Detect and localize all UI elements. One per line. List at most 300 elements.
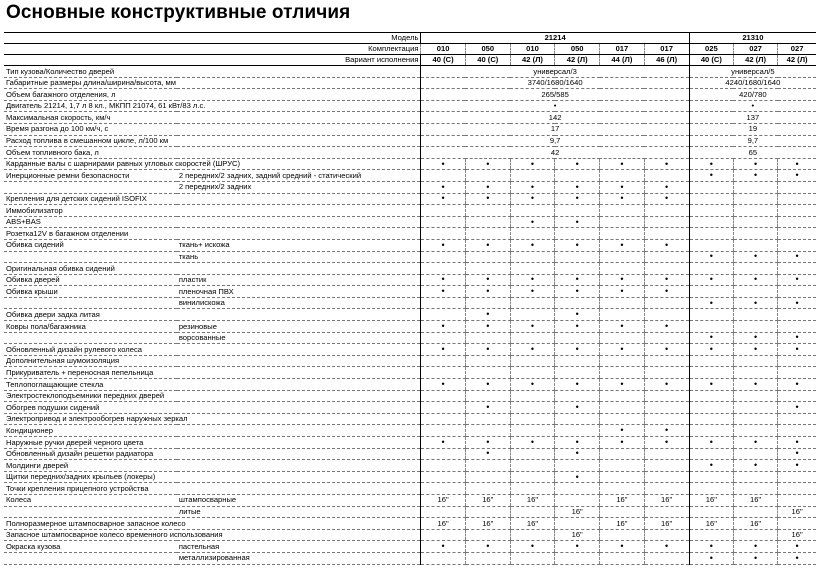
feature-mark: • [510,193,554,205]
feature-mark: • [555,239,600,251]
feature-label [4,332,177,344]
feature-mark: • [644,437,689,449]
spec-table [4,32,816,565]
feature-mark: • [733,158,777,170]
spec-value-21310: 19 [689,123,816,135]
feature-cell [510,332,554,344]
feature-row [4,274,816,286]
feature-row [4,379,816,391]
variant-cell: 40 (С) [689,55,733,66]
feature-row [4,297,816,309]
feature-sublabel [177,309,421,321]
feature-row [4,413,816,425]
spec-value-21214: 142 [421,112,689,124]
feature-cell [555,494,600,506]
feature-cell [733,228,777,240]
feature-cell [600,332,644,344]
feature-cell [421,448,465,460]
feature-cell [510,390,554,402]
feature-cell [510,460,554,472]
feature-cell [778,494,816,506]
feature-cell [644,448,689,460]
feature-mark: • [778,541,816,553]
trim-cell: 050 [555,44,600,55]
feature-cell [465,506,510,518]
feature-cell [555,460,600,472]
feature-cell [778,263,816,275]
feature-label: Оригинальная обивка сидений [4,263,177,275]
feature-sublabel: ткань [177,251,421,263]
feature-cell [778,390,816,402]
feature-sublabel [177,216,421,228]
feature-cell [510,355,554,367]
feature-sublabel: ворсованные [177,332,421,344]
feature-cell [600,483,644,495]
feature-cell [600,448,644,460]
feature-sublabel [177,483,421,495]
model-21310: 21310 [689,33,816,44]
feature-sublabel: штампосварные [177,494,421,506]
feature-cell [778,483,816,495]
feature-cell [600,216,644,228]
feature-cell [421,552,465,564]
feature-label: Обновленный дизайн решетки радиатора [4,448,177,460]
feature-cell [555,425,600,437]
feature-cell [689,355,733,367]
feature-mark: • [465,158,510,170]
feature-mark: • [465,344,510,356]
feature-cell [510,413,554,425]
feature-label: Кондиционер [4,425,177,437]
feature-mark: • [733,552,777,564]
feature-cell [555,297,600,309]
feature-cell [644,309,689,321]
feature-cell [689,506,733,518]
feature-cell [644,483,689,495]
feature-cell [465,170,510,182]
feature-mark: • [421,344,465,356]
feature-mark: • [644,239,689,251]
feature-label: Обивка двери задка литая [4,309,177,321]
feature-label: Дополнительная шумоизоляция [4,355,177,367]
feature-cell [600,413,644,425]
spec-value-21310: 137 [689,112,816,124]
feature-cell: 16" [778,506,816,518]
feature-cell [465,297,510,309]
feature-cell [689,448,733,460]
feature-cell [689,228,733,240]
feature-sublabel: винилискожа [177,297,421,309]
feature-label: Окраска кузова [4,541,177,553]
feature-sublabel: 2 передних/2 задних, задний средний - статический [177,170,421,182]
feature-label: Крепления для детских сидений ISOFIX [4,193,177,205]
feature-mark: • [689,552,733,564]
trim-cell: 017 [644,44,689,55]
feature-mark: • [689,170,733,182]
feature-cell [465,460,510,472]
feature-row [4,170,816,182]
feature-mark: • [421,239,465,251]
feature-mark: • [555,379,600,391]
feature-label: Полноразмерное штампосварное запасное колесо [6,518,186,528]
feature-cell: 16" [600,518,644,530]
feature-cell [689,193,733,205]
feature-sublabel [177,402,421,414]
spec-value-21214: 3740/1680/1640 [421,77,689,89]
feature-mark: • [510,216,554,228]
feature-sublabel [177,471,421,483]
feature-mark: • [689,344,733,356]
feature-mark: • [689,251,733,263]
spec-label: Максимальная скорость, км/ч [4,112,421,124]
feature-cell [510,205,554,217]
feature-cell [644,216,689,228]
variant-cell: 42 (Л) [555,55,600,66]
feature-cell [733,448,777,460]
feature-cell [600,529,644,541]
feature-cell [465,471,510,483]
feature-mark: • [555,216,600,228]
feature-mark: • [644,321,689,333]
feature-cell [778,367,816,379]
feature-sublabel [177,448,421,460]
page-title: Основные конструктивные отличия [6,2,351,23]
feature-mark: • [644,286,689,298]
feature-cell [733,413,777,425]
feature-cell [510,170,554,182]
feature-cell [555,413,600,425]
feature-cell: 16" [644,494,689,506]
feature-cell [555,228,600,240]
feature-cell [510,228,554,240]
feature-mark: • [510,379,554,391]
feature-label: Электростеклоподъемники передних дверей [4,390,177,402]
feature-cell [421,425,465,437]
feature-cell [510,448,554,460]
spec-row [4,77,816,89]
feature-cell [555,263,600,275]
feature-cell [600,460,644,472]
feature-cell [465,251,510,263]
feature-cell [555,355,600,367]
feature-mark: • [778,437,816,449]
feature-cell [778,471,816,483]
feature-cell [644,228,689,240]
feature-cell [421,216,465,228]
feature-mark: • [555,541,600,553]
feature-mark: • [689,332,733,344]
feature-mark: • [600,286,644,298]
feature-mark: • [689,158,733,170]
feature-cell [555,552,600,564]
spec-value-21310: универсал/5 [689,66,816,78]
feature-row [4,437,816,449]
feature-mark: • [733,379,777,391]
feature-mark: • [600,158,644,170]
feature-cell [778,425,816,437]
feature-row [4,460,816,472]
feature-label: Запасное штампосварное колесо временного использования [6,530,223,540]
feature-cell [465,367,510,379]
feature-cell [510,367,554,379]
feature-mark: • [555,437,600,449]
feature-cell [733,309,777,321]
feature-cell: 16" [465,494,510,506]
feature-cell [689,367,733,379]
feature-cell [510,552,554,564]
spec-label: Габаритные размеры длина/ширина/высота, мм [4,77,421,89]
feature-cell: 16" [555,506,600,518]
feature-mark: • [644,274,689,286]
feature-label [4,506,177,518]
feature-cell [465,228,510,240]
feature-cell [644,170,689,182]
feature-cell [733,367,777,379]
spec-value-21214: 17 [421,123,689,135]
feature-label: Иммобилизатор [4,205,177,217]
feature-mark: • [644,193,689,205]
feature-cell [689,216,733,228]
feature-cell [600,355,644,367]
feature-cell [510,402,554,414]
feature-cell [465,205,510,217]
feature-cell [555,205,600,217]
feature-sublabel: пластик [177,274,421,286]
feature-cell [421,251,465,263]
variant-cell: 44 (Л) [600,55,644,66]
feature-cell: 16" [733,518,777,530]
feature-cell [600,402,644,414]
feature-row [4,494,816,506]
feature-label [4,552,177,564]
feature-sublabel [177,460,421,472]
feature-cell [778,309,816,321]
feature-mark: • [778,297,816,309]
feature-row [4,518,816,530]
feature-cell [644,506,689,518]
feature-label: Прикуриватель + переносная пепельница [4,367,177,379]
feature-cell [600,471,644,483]
feature-mark: • [555,193,600,205]
feature-mark: • [689,379,733,391]
spec-row [4,89,816,101]
feature-cell: 16" [555,529,600,541]
feature-mark: • [600,425,644,437]
feature-mark: • [778,170,816,182]
feature-mark: • [465,402,510,414]
feature-mark: • [778,274,816,286]
spec-row [4,112,816,124]
feature-mark: • [421,274,465,286]
feature-mark: • [600,344,644,356]
spec-value-21214: • [421,100,689,112]
spec-value-21310: • [689,100,816,112]
feature-mark: • [510,541,554,553]
feature-mark: • [600,379,644,391]
feature-mark: • [689,460,733,472]
feature-cell [689,309,733,321]
feature-sublabel [177,425,421,437]
feature-cell [421,471,465,483]
feature-mark: • [421,379,465,391]
feature-mark: • [555,471,600,483]
spec-label: Расход топлива в смешанном цикле, л/100 км [4,135,421,147]
feature-cell [733,483,777,495]
trim-cell: 027 [733,44,777,55]
feature-cell [465,263,510,275]
feature-mark: • [421,437,465,449]
spec-row [4,135,816,147]
feature-mark: • [600,321,644,333]
feature-cell [465,552,510,564]
model-21214: 21214 [421,33,689,44]
feature-mark: • [555,181,600,193]
feature-mark: • [644,379,689,391]
feature-sublabel [177,367,421,379]
feature-cell [644,552,689,564]
feature-cell [644,529,689,541]
feature-mark: • [510,344,554,356]
feature-cell [689,205,733,217]
feature-sublabel: резиновые [177,321,421,333]
feature-mark: • [421,158,465,170]
feature-cell [555,518,600,530]
feature-cell [465,332,510,344]
feature-cell [733,402,777,414]
feature-label: Точки крепления прицепного устройства [4,483,177,495]
feature-cell: 16" [421,494,465,506]
feature-mark: • [778,552,816,564]
feature-mark: • [421,286,465,298]
feature-cell [465,390,510,402]
feature-sublabel: ткань+ искожа [177,239,421,251]
feature-cell [778,286,816,298]
feature-cell [600,170,644,182]
feature-cell [510,506,554,518]
feature-mark: • [465,321,510,333]
feature-label: Обивка сидений [4,239,177,251]
feature-cell [689,263,733,275]
feature-cell [421,506,465,518]
feature-row [4,552,816,564]
feature-sublabel [177,193,421,205]
feature-cell [644,402,689,414]
spec-value-21214: универсал/3 [421,66,689,78]
feature-mark: • [510,274,554,286]
feature-cell [689,286,733,298]
feature-mark: • [510,181,554,193]
feature-mark: • [644,425,689,437]
feature-cell [733,239,777,251]
spec-value-21310: 9,7 [689,135,816,147]
feature-mark: • [733,297,777,309]
feature-mark: • [465,437,510,449]
feature-label: Наружные ручки дверей черного цвета [4,437,177,449]
model-label: Модель [4,33,421,44]
trim-cell: 027 [778,44,816,55]
feature-label: Обогрев подушки сидений [4,402,177,414]
feature-mark: • [733,170,777,182]
feature-mark: • [733,332,777,344]
trim-label: Комплектация [4,44,421,55]
feature-sublabel [177,344,421,356]
feature-cell [600,297,644,309]
feature-sublabel [177,437,421,449]
feature-cell [644,460,689,472]
feature-row [4,239,816,251]
feature-sublabel [177,413,421,425]
trim-cell: 025 [689,44,733,55]
feature-cell [778,321,816,333]
feature-mark: • [778,402,816,414]
feature-label: Обивка дверей [4,274,177,286]
feature-mark: • [600,437,644,449]
feature-cell [510,297,554,309]
feature-cell [465,413,510,425]
feature-mark: • [465,541,510,553]
feature-cell [733,216,777,228]
feature-mark: • [465,379,510,391]
spec-label: Объем топливного бака, л [4,147,421,159]
feature-mark: • [778,251,816,263]
feature-cell [510,483,554,495]
feature-mark: • [510,437,554,449]
feature-mark: • [733,344,777,356]
feature-cell [600,367,644,379]
feature-mark: • [644,158,689,170]
feature-mark: • [689,297,733,309]
feature-sublabel [177,390,421,402]
feature-cell [689,413,733,425]
feature-cell [510,471,554,483]
feature-mark: • [778,460,816,472]
feature-cell [600,552,644,564]
feature-row [4,483,816,495]
feature-cell: 16" [689,494,733,506]
feature-cell [733,193,777,205]
feature-cell [689,181,733,193]
spec-row [4,100,816,112]
feature-row [4,158,816,170]
feature-row [4,216,816,228]
spec-value-21214: 9,7 [421,135,689,147]
feature-cell: 16" [510,518,554,530]
feature-mark: • [465,309,510,321]
spec-row [4,147,816,159]
feature-mark: • [510,321,554,333]
feature-label: Ковры пола/багажника [4,321,177,333]
spec-label: Время разгона до 100 км/ч, с [4,123,421,135]
variant-cell: 40 (С) [465,55,510,66]
spec-value-21214: 265/585 [421,89,689,101]
feature-cell [555,390,600,402]
feature-cell [733,355,777,367]
feature-cell [644,263,689,275]
feature-cell [510,425,554,437]
feature-cell [689,321,733,333]
feature-cell [421,332,465,344]
feature-row [4,193,816,205]
feature-mark: • [465,239,510,251]
feature-mark: • [555,309,600,321]
feature-mark: • [421,193,465,205]
feature-label: Теплопоглащающие стекла [4,379,177,391]
trim-cell: 010 [421,44,465,55]
variant-cell: 42 (Л) [733,55,777,66]
spec-value-21310: 65 [689,147,816,159]
feature-mark: • [510,286,554,298]
feature-cell [421,367,465,379]
